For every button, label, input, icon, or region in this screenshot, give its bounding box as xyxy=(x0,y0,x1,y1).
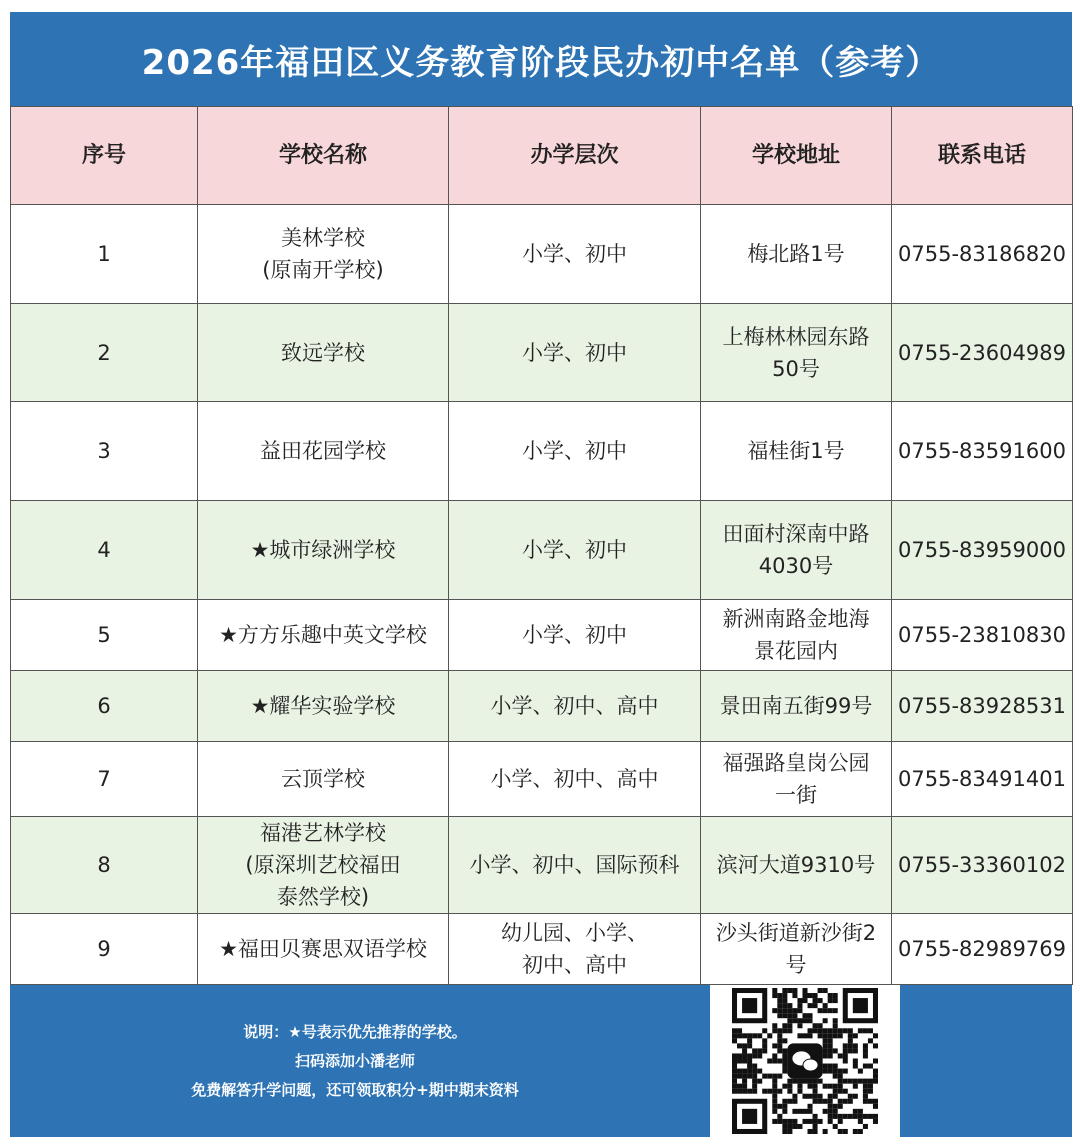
cell-school-name-line: 益田花园学校 xyxy=(260,439,386,463)
cell-level-line: 小学、初中 xyxy=(522,340,627,365)
cell-phone: 0755-83959000 xyxy=(892,501,1073,600)
cell-no: 3 xyxy=(11,402,198,501)
cell-address-line: 4030号 xyxy=(758,554,834,578)
qr-code-icon[interactable] xyxy=(710,985,900,1137)
page-title: 2026年福田区义务教育阶段民办初中名单（参考） xyxy=(10,12,1072,106)
cell-level xyxy=(449,501,701,600)
cell-school-name-line: 福港艺林学校 xyxy=(260,821,386,845)
table-row xyxy=(11,742,1073,817)
cell-address-line: 景花园内 xyxy=(754,639,838,663)
cell-school-name-line: 美林学校 xyxy=(281,226,365,250)
cell-address-line: 梅北路1号 xyxy=(747,242,845,266)
cell-address-line: 50号 xyxy=(772,356,820,381)
cell-address-line: 滨河大道9310号 xyxy=(716,853,876,877)
header-phone: 联系电话 xyxy=(892,107,1073,205)
table-row xyxy=(11,304,1073,402)
cell-address-line: 福桂街1号 xyxy=(747,439,845,463)
qr-code-graphic xyxy=(732,988,878,1134)
cell-school-name-line: ★耀华实验学校 xyxy=(250,694,396,718)
cell-no: 1 xyxy=(11,205,198,304)
table-row xyxy=(11,914,1073,985)
cell-level-line: 小学、初中 xyxy=(522,439,627,463)
cell-address-line: 田面村深南中路 xyxy=(722,522,870,546)
cell-phone: 0755-82989769 xyxy=(892,914,1073,985)
cell-school-name xyxy=(198,402,449,501)
cell-level-line: 初中、高中 xyxy=(522,953,627,977)
cell-phone: 0755-23810830 xyxy=(892,600,1073,671)
cell-phone: 0755-33360102 xyxy=(892,817,1073,914)
cell-address-line: 沙头街道新沙街2 xyxy=(715,921,877,945)
cell-school-name xyxy=(198,600,449,671)
cell-school-name xyxy=(198,304,449,402)
cell-school-name-line: (原深圳艺校福田 xyxy=(245,853,401,877)
cell-level xyxy=(449,914,701,985)
table-row xyxy=(11,817,1073,914)
cell-school-name-line: ★方方乐趣中英文学校 xyxy=(219,623,427,647)
cell-level xyxy=(449,205,701,304)
cell-level xyxy=(449,402,701,501)
header-school-name: 学校名称 xyxy=(198,107,449,205)
cell-phone: 0755-83591600 xyxy=(892,402,1073,501)
cell-address-line: 福强路皇岗公园 xyxy=(722,751,870,775)
cell-address-line: 号 xyxy=(785,953,807,977)
cell-level-line: 小学、初中、国际预科 xyxy=(469,853,680,877)
cell-address xyxy=(701,914,892,985)
cell-school-name xyxy=(198,205,449,304)
cell-level-line: 小学、初中 xyxy=(522,623,627,647)
school-table xyxy=(10,106,1073,985)
cell-no: 2 xyxy=(11,304,198,402)
footer-panel xyxy=(10,985,1072,1137)
cell-address xyxy=(701,304,892,402)
cell-school-name xyxy=(198,742,449,817)
cell-school-name xyxy=(198,817,449,914)
cell-school-name-line: ★城市绿洲学校 xyxy=(250,538,396,562)
cell-school-name-line: ★福田贝赛思双语学校 xyxy=(219,937,427,961)
table-row xyxy=(11,671,1073,742)
cell-address xyxy=(701,671,892,742)
cell-no: 5 xyxy=(11,600,198,671)
cell-no: 6 xyxy=(11,671,198,742)
footer-scan-text: 扫码添加小潘老师 xyxy=(294,1051,415,1070)
cell-phone: 0755-23604989 xyxy=(892,304,1073,402)
cell-level xyxy=(449,742,701,817)
header-level: 办学层次 xyxy=(449,107,701,205)
table-row xyxy=(11,402,1073,501)
footer-note: 说明：★号表示优先推荐的学校。 xyxy=(243,1022,467,1041)
footer-notes xyxy=(10,985,700,1137)
cell-level-line: 小学、初中 xyxy=(522,242,627,266)
table-row xyxy=(11,501,1073,600)
cell-level-line: 幼儿园、小学、 xyxy=(501,921,648,945)
cell-address xyxy=(701,742,892,817)
cell-phone: 0755-83186820 xyxy=(892,205,1073,304)
cell-phone: 0755-83928531 xyxy=(892,671,1073,742)
cell-address-line: 新洲南路金地海 xyxy=(722,607,870,631)
table-row xyxy=(11,600,1073,671)
cell-school-name-line: 致远学校 xyxy=(281,340,365,365)
cell-address xyxy=(701,402,892,501)
cell-level-line: 小学、初中、高中 xyxy=(490,694,659,718)
header-no: 序号 xyxy=(11,107,198,205)
cell-school-name xyxy=(198,501,449,600)
cell-address-line: 一街 xyxy=(775,783,817,807)
cell-school-name-line: 泰然学校) xyxy=(276,885,370,909)
cell-address xyxy=(701,501,892,600)
table-header-row xyxy=(11,107,1073,205)
cell-no: 7 xyxy=(11,742,198,817)
footer-offer-text: 免费解答升学问题，还可领取积分+期中期末资料 xyxy=(191,1080,519,1099)
cell-level-line: 小学、初中 xyxy=(522,538,627,562)
table-row xyxy=(11,205,1073,304)
cell-level xyxy=(449,671,701,742)
cell-school-name xyxy=(198,914,449,985)
cell-address xyxy=(701,817,892,914)
cell-school-name xyxy=(198,671,449,742)
cell-school-name-line: 云顶学校 xyxy=(281,767,365,791)
cell-no: 9 xyxy=(11,914,198,985)
cell-address-line: 上梅林林园东路 xyxy=(722,324,870,349)
header-address: 学校地址 xyxy=(701,107,892,205)
cell-no: 8 xyxy=(11,817,198,914)
cell-address-line: 景田南五街99号 xyxy=(719,694,873,718)
cell-address xyxy=(701,600,892,671)
cell-school-name-line: (原南开学校) xyxy=(262,258,384,282)
cell-phone: 0755-83491401 xyxy=(892,742,1073,817)
table-body xyxy=(11,205,1073,985)
cell-address xyxy=(701,205,892,304)
cell-level xyxy=(449,817,701,914)
cell-level xyxy=(449,304,701,402)
cell-no: 4 xyxy=(11,501,198,600)
cell-level xyxy=(449,600,701,671)
cell-level-line: 小学、初中、高中 xyxy=(490,767,659,791)
